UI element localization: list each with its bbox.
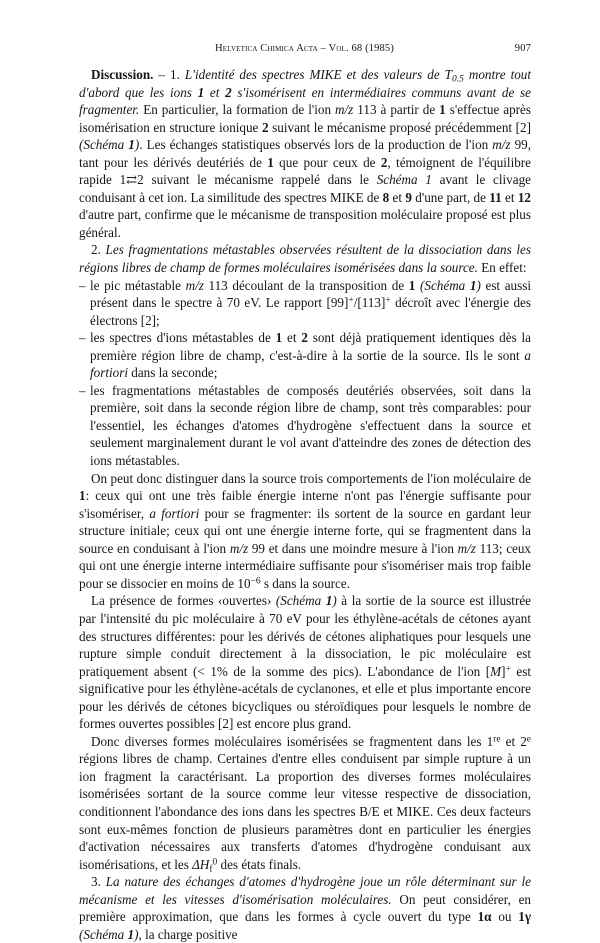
running-header — [78, 43, 531, 57]
paragraph-text: En particulier, la formation de l'ion m/z 113 à partir de 1 s'effectue après isomérisation en structure ionique 2 suivant le mécanisme proposé précédemment [2] (Schéma 1). Les échanges statistiques observés lors de la production de l'ion m/z 99, tant pour les dérivés deutériés de 1 que pour ceux de 2, témoignent de l'équilibre rapide 1⇄2 suivant le mécanisme rappelé dans le Schéma 1 avant le clivage conduisant à cet ion. La similitude des spectres MIKE de 8 et 9 d'une part, de 11 et 12 d'autre part, confirme que le mécanisme de transposition moléculaire proposé est plus général. — [79, 102, 532, 240]
list-item-text: le pic métastable m/z 113 découlant de la transposition de 1 (Schéma 1) est aussi présent dans le spectre à 70 eV. Le rapport [99]+/[113]+ décroît avec l'énergie des électrons [2]; — [90, 277, 531, 328]
article-body — [79, 66, 531, 943]
italic-term: (Schéma 1) — [79, 137, 140, 153]
compound-number: 8 — [382, 189, 390, 205]
paragraph-isomerized-forms: Donc diverses formes moléculaires isomérisées se fragmentent dans les 1re et 2e régions libres de champ. Certaines d'entre elles conduisent par simple rupture à un ion fragment la caractérisant. La proportion des diverses formes moléculaires isomérisées sortant de la source comme leur vitesse respective de dissociation, conditionnent l'abondance des ions dans les spectres B/E et MIKE. Ces deux facteurs sont eux-mêmes fonction de plusieurs paramètres dont en particulier les énergies d'activation nécessaires aux transferts d'atomes d'hydrogène conduisant aux isomérisations, et les $\Delta H_f^0$ des états finals. — [79, 733, 531, 874]
thesis-statement: L'identité des spectres MIKE et des valeurs de $T_{0.5}$ montre tout d'abord que les ions 1 et 2 s'isomérisent en intermédiaires communs avant de se fragmenter. — [79, 67, 532, 118]
italic-term: m/z — [335, 102, 354, 118]
evidence-list — [79, 277, 531, 470]
item-number: – 1. — [153, 67, 185, 82]
compound-number: 1 — [128, 137, 135, 153]
italic-term: (Schéma 1) — [275, 593, 337, 609]
compound-number: 1 — [325, 593, 333, 609]
compound-number: 12 — [517, 189, 531, 205]
compound-number: 1α — [477, 909, 492, 925]
compound-number: 1 — [439, 102, 446, 118]
italic-term: a fortiori — [149, 505, 200, 521]
list-item-text: les spectres d'ions métastables de 1 et 2 sont déjà pratiquement identiques dès la première région libre de champ, c'est-à-dire à la sortie de la source. Ils le sont a fortiori dans la seconde; — [90, 330, 531, 381]
thesis-statement: La nature des échanges d'atomes d'hydrogène joue un rôle déterminant sur le mécanisme et les vitesses d'isomérisation moléculaires. — [79, 874, 531, 907]
point-three-paragraph — [79, 873, 531, 943]
discussion-paragraph — [79, 66, 531, 241]
compound-number: 2 — [380, 154, 388, 170]
compound-number: 2 — [262, 119, 269, 135]
compound-number: 1γ — [518, 909, 531, 925]
italic-term: ΔH — [192, 856, 210, 872]
compound-number: 1 — [127, 926, 135, 942]
list-item-text: les fragmentations métastables de composés deutériés observées, soit dans la première, soit dans la seconde région libre de champ, sont très comparables: pour l'essentiel, les échanges d'atomes d'hydrogène s'effectuent dans la source et seulement marginalement durant le vol avant d'atteindre des zones de détection des ions métastables. — [90, 382, 531, 469]
item-number: 2. — [91, 242, 106, 258]
compound-number: 2 — [301, 330, 308, 346]
page-number: 907 — [514, 43, 531, 54]
italic-term: m/z — [492, 137, 511, 153]
compound-number: 1 — [267, 154, 274, 170]
compound-number: 1 — [275, 330, 283, 346]
paragraph-text: On peut considérer, en première approximation, que dans les formes à cycle ouvert du type 1α ou 1γ (Schéma 1), la charge positive — [79, 891, 531, 942]
italic-term: m/z — [185, 277, 204, 293]
compound-number: 11 — [489, 189, 502, 205]
italic-term: (Schéma 1) — [420, 277, 481, 293]
compound-number: 1 — [79, 488, 86, 504]
compound-number: 9 — [405, 189, 412, 205]
italic-term: m/z — [229, 540, 249, 556]
paragraph-open-forms: La présence de formes ‹ouvertes› (Schéma 1) à la sortie de la source est illustrée par l'intensité du pic moléculaire à 70 eV pour les éthylène-acétals de cétones ayant des structures différentes: pour les dérivés de cétones aliphatiques pour lesquels une rupture simple conduit directement à la dissociation, le pic moléculaire est pratiquement absent (< 1% de la somme des pics). L'abondance de l'ion [M]+ est significative pour les éthylène-acétals de cyclanones, et elle et plus importante encore pour les dérivés de cétones bicycliques ou stéroïdiques pour lesquels le nombre de formes ouvertes possibles [2] est encore plus grand. — [79, 593, 531, 732]
list-item: – le pic métastable m/z 113 découlant de la transposition de 1 (Schéma 1) est aussi présent dans le spectre à 70 eV. Le rapport [99]+/[113]+ décroît avec l'énergie des électrons [2]; — [79, 277, 531, 328]
italic-term: a fortiori — [90, 347, 531, 381]
italic-term: m/z — [457, 540, 476, 556]
section-heading: Discussion. — [91, 67, 154, 82]
list-item: – les spectres d'ions métastables de 1 et 2 sont déjà pratiquement identiques dès la première région libre de champ, c'est-à-dire à la sortie de la source. Ils le sont a fortiori dans la seconde; — [79, 330, 531, 381]
italic-term: (Schéma 1) — [79, 926, 139, 942]
point-two-paragraph — [79, 241, 531, 276]
paragraph-ion-behaviours: On peut donc distinguer dans la source trois comportements de l'ion moléculaire de 1: ceux qui ont une très faible énergie interne n'ont pas l'énergie suffisante pour s'isomériser, a fortiori pour se fragmenter: ils sortent de la source en gardant leur structure initiale; ceux qui ont une énergie interne forte, qui se fragmentent dans la source en conduisant à l'ion m/z 99 et dans une moindre mesure à l'ion m/z 113; ceux qui ont une énergie interne intermédiaire suffisante pour s'isomériser mais trop faible pour se dissocier en moins de $10^{-6}$ s dans la source. — [79, 470, 532, 591]
item-number: 3. — [91, 874, 106, 890]
compound-number: 1 — [469, 277, 477, 293]
thesis-statement: Les fragmentations métastables observées résultent de la dissociation dans les régions libres de champ de formes moléculaires isomérisées dans la source. — [79, 242, 531, 276]
paragraph-text: En effet: — [477, 260, 527, 276]
compound-number: 1 — [197, 84, 205, 100]
italic-term: M — [490, 663, 502, 679]
journal-title: Helvetica Chimica Acta – Vol. 68 (1985) — [215, 43, 394, 54]
list-item: – les fragmentations métastables de composés deutériés observées, soit dans la première, soit dans la seconde région libre de champ, sont très comparables: pour l'essentiel, les échanges d'atomes d'hydrogène s'effectuent dans la source et seulement marginalement durant le vol avant d'atteindre des zones de détection des ions métastables. — [79, 382, 531, 469]
compound-number: 1 — [408, 277, 416, 293]
compound-number: 2 — [225, 84, 232, 100]
italic-term: Schéma 1 — [376, 172, 432, 188]
